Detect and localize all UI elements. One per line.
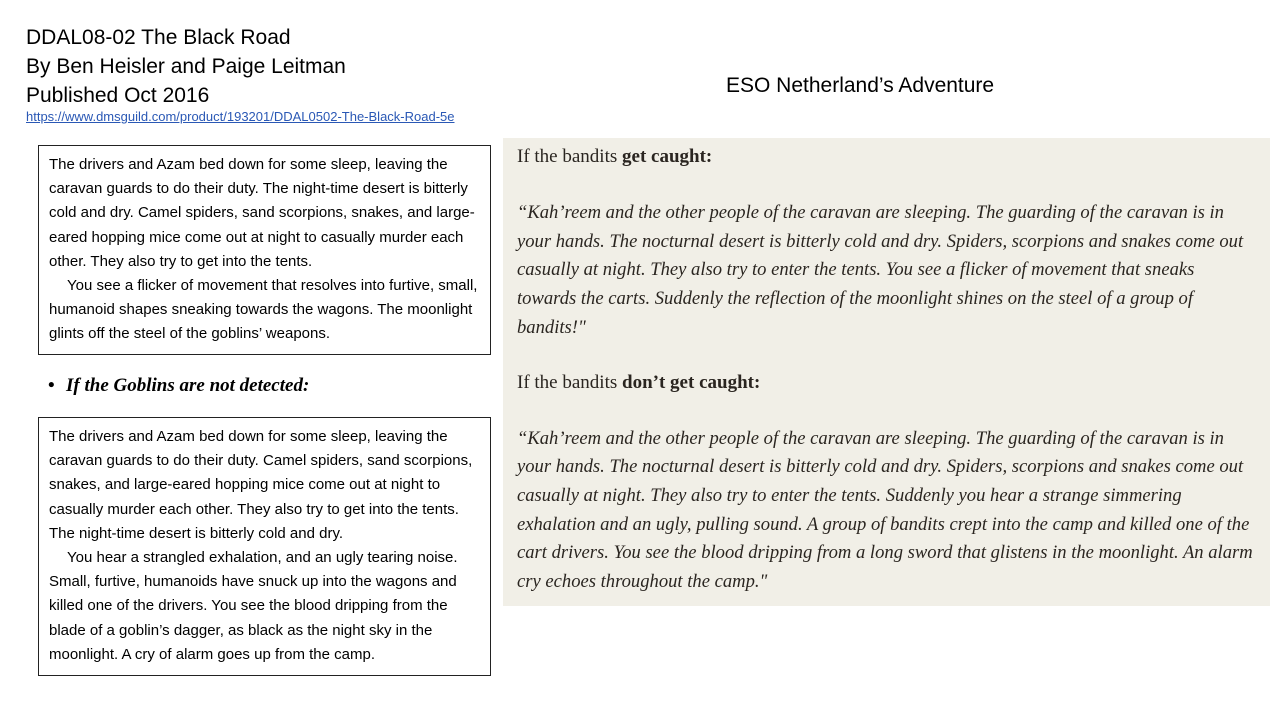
dmsguild-link[interactable]: https://www.dmsguild.com/product/193201/DDAL0502-The-Black-Road-5e — [26, 109, 455, 124]
quote-not-caught: “Kah’reem and the other people of the caravan are sleeping. The guarding of the caravan is in your hands. The nocturnal desert is bitterly cold and dry. Spiders, scorpions and snakes come out casually at night. They also try to enter the tents. Suddenly you hear a strange simmering exhalation and an ugly, pulling sound. A group of bandits crept into the camp and killed one of the cart drivers. You see the blood dripping from a long sword that glistens in the moonlight. An alarm cry echoes throughout the camp." — [517, 427, 1253, 593]
eso-title: ESO Netherland’s Adventure — [726, 74, 995, 97]
box1-paragraph-1: The drivers and Azam bed down for some sleep, leaving the caravan guards to do their duty. The night-time desert is bitterly cold and dry. Camel spiders, sand scorpions, snakes, and large-eared hopping mice come out at night to casually murder each other. They also try to get into the tents. — [49, 156, 475, 270]
box2-paragraph-1: The drivers and Azam bed down for some sleep, leaving the caravan guards to do their duty. Camel spiders, sand scorpions, snakes, and large-eared hopping mice come out at night to casually murder each other. They also try to get into the tents. The night-time desert is bitterly cold and dry. — [49, 428, 473, 542]
box2-paragraph-2: You hear a strangled exhalation, and an ugly tearing noise. Small, furtive, humanoids have snuck up into the wagons and killed one of the drivers. You see the blood dripping from the blade of a goblin’s dagger, as black as the night sky in the moonlight. A cry of alarm goes up from the camp. — [49, 549, 458, 663]
module-title: DDAL08-02 The Black Road — [26, 26, 291, 49]
parchment-panel — [503, 138, 1270, 606]
box1-paragraph-2: You see a flicker of movement that resolves into furtive, small, humanoid shapes sneaking towards the wagons. The moonlight glints off the steel of the goblins’ weapons. — [49, 277, 478, 343]
heading-not-caught-prefix: If the bandits — [517, 371, 623, 393]
heading-caught-prefix: If the bandits — [517, 146, 623, 167]
published-line: Published Oct 2016 — [26, 84, 210, 107]
boxed-text-not-detected — [38, 417, 491, 676]
heading-not-caught-bold: don’t get caught: — [622, 371, 761, 393]
quote-caught: “Kah’reem and the other people of the caravan are sleeping. The guarding of the caravan is in your hands. The nocturnal desert is bitterly cold and dry. Spiders, scorpions and snakes come out casually at night. They also try to enter the tents. You see a flicker of movement that sneaks towards the carts. Suddenly the reflection of the moonlight shines on the steel of a group of bandits!" — [517, 202, 1244, 338]
authors-line: By Ben Heisler and Paige Leitman — [26, 55, 346, 78]
heading-caught — [517, 142, 1258, 172]
boxed-text-detected — [38, 145, 491, 355]
bullet-heading-text: If the Goblins are not detected: — [66, 375, 310, 396]
heading-caught-bold: get caught: — [622, 146, 713, 167]
bullet-heading — [48, 374, 309, 398]
heading-not-caught — [517, 368, 1258, 398]
bullet-icon: • — [48, 375, 55, 396]
